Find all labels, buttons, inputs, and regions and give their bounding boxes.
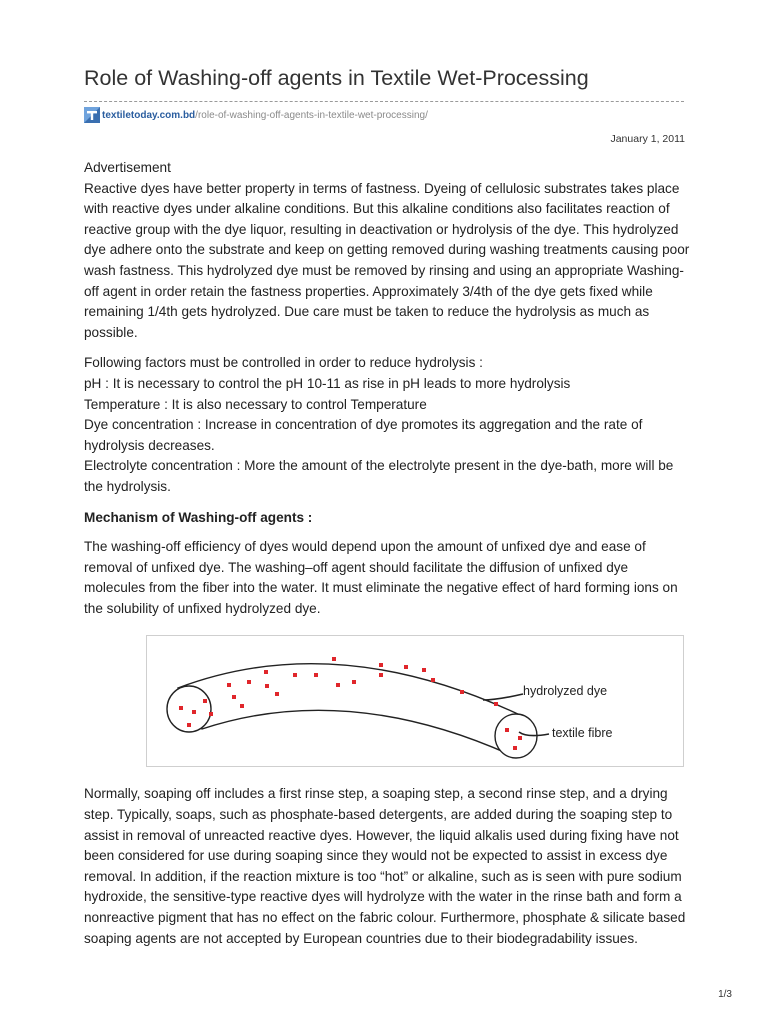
fiber-tube-outline <box>178 664 522 756</box>
factor-temperature: Temperature : It is also necessary to control Temperature <box>84 396 427 412</box>
label-textile-fibre: textile fibre <box>552 726 613 741</box>
factor-dye-concentration: Dye concentration : Increase in concentration of dye promotes its aggregation and the rate of hydrolysis decreases. <box>84 417 643 453</box>
page-number: 1/3 <box>718 989 732 1000</box>
fiber-diagram <box>146 635 684 767</box>
callout-arrow-hydrolyzed-dye <box>483 694 523 700</box>
factors-intro: Following factors must be controlled in order to reduce hydrolysis : <box>84 355 483 371</box>
factor-ph: pH : It is necessary to control the pH 10-11 as rise in pH leads to more hydrolysis <box>84 375 571 391</box>
source-path[interactable]: /role-of-washing-off-agents-in-textile-wet-processing/ <box>195 109 428 121</box>
intro-paragraph: Reactive dyes have better property in terms of fastness. Dyeing of cellulosic substrates takes place with reactive dyes under alkaline conditions. But this alkaline conditions also facilitates reaction of reactive group with the dye liquor, resulting in deactivation or hydrolysis of the dye. This hydrolyzed dye adhere onto the substrate and keep on getting removed during washing treatments causing poor wash fastness. This hydrolyzed dye must be removed by rinsing and using an appropriate Washing-off agent in order retain the fastness properties. Approximately 3/4th of the dye gets fixed while remaining 1/4th gets hydrolyzed. Due care must be taken to reduce the hydrolysis as much as possible. <box>84 180 690 340</box>
site-favicon-icon <box>84 107 100 123</box>
source-domain[interactable]: textiletoday.com.bd <box>102 109 196 121</box>
title-divider <box>84 101 684 102</box>
advertisement-label: Advertisement <box>84 160 171 175</box>
source-link[interactable] <box>84 107 428 123</box>
fiber-diagram-svg <box>147 636 683 766</box>
label-hydrolyzed-dye: hydrolyzed dye <box>523 684 608 699</box>
publish-date: January 1, 2011 <box>610 133 685 145</box>
mechanism-paragraph: The washing-off efficiency of dyes would depend upon the amount of unfixed dye and ease of removal of unfixed dye. The washing–off agent should facilitate the diffusion of unfixed dye molecules from the fiber into the water. It must eliminate the negative effect of hard forming ions on the solubility of unfixed hydrolyzed dye. <box>84 539 678 616</box>
mechanism-heading: Mechanism of Washing-off agents : <box>84 509 313 525</box>
factor-electrolyte-concentration: Electrolyte concentration : More the amount of the electrolyte present in the dye-bath, more will be the hydrolysis. <box>84 458 674 494</box>
page-title: Role of Washing-off agents in Textile Wet-Processing <box>84 66 589 90</box>
article-body <box>84 158 690 949</box>
soaping-paragraph: Normally, soaping off includes a first rinse step, a soaping step, a second rinse step, and a drying step. Typically, soaps, such as phosphate-based detergents, are added during the soaping step to assist in removal of unreacted reactive dyes. However, the liquid alkalis used during fixing have not been considered for use during soaping since they would not be expected to assist in excess dye removal. In addition, if the reaction mixture is too “hot” or alkaline, such as is seen with pure sodium hydroxide, the sensitive-type reactive dyes will hydrolyze with the water in the rinse bath and form a nonreactive pigment that has no effect on the fabric colour. Furthermore, phosphate & silicate based soaping agents are not accepted by European countries due to their biodegradability issues. <box>84 786 686 946</box>
